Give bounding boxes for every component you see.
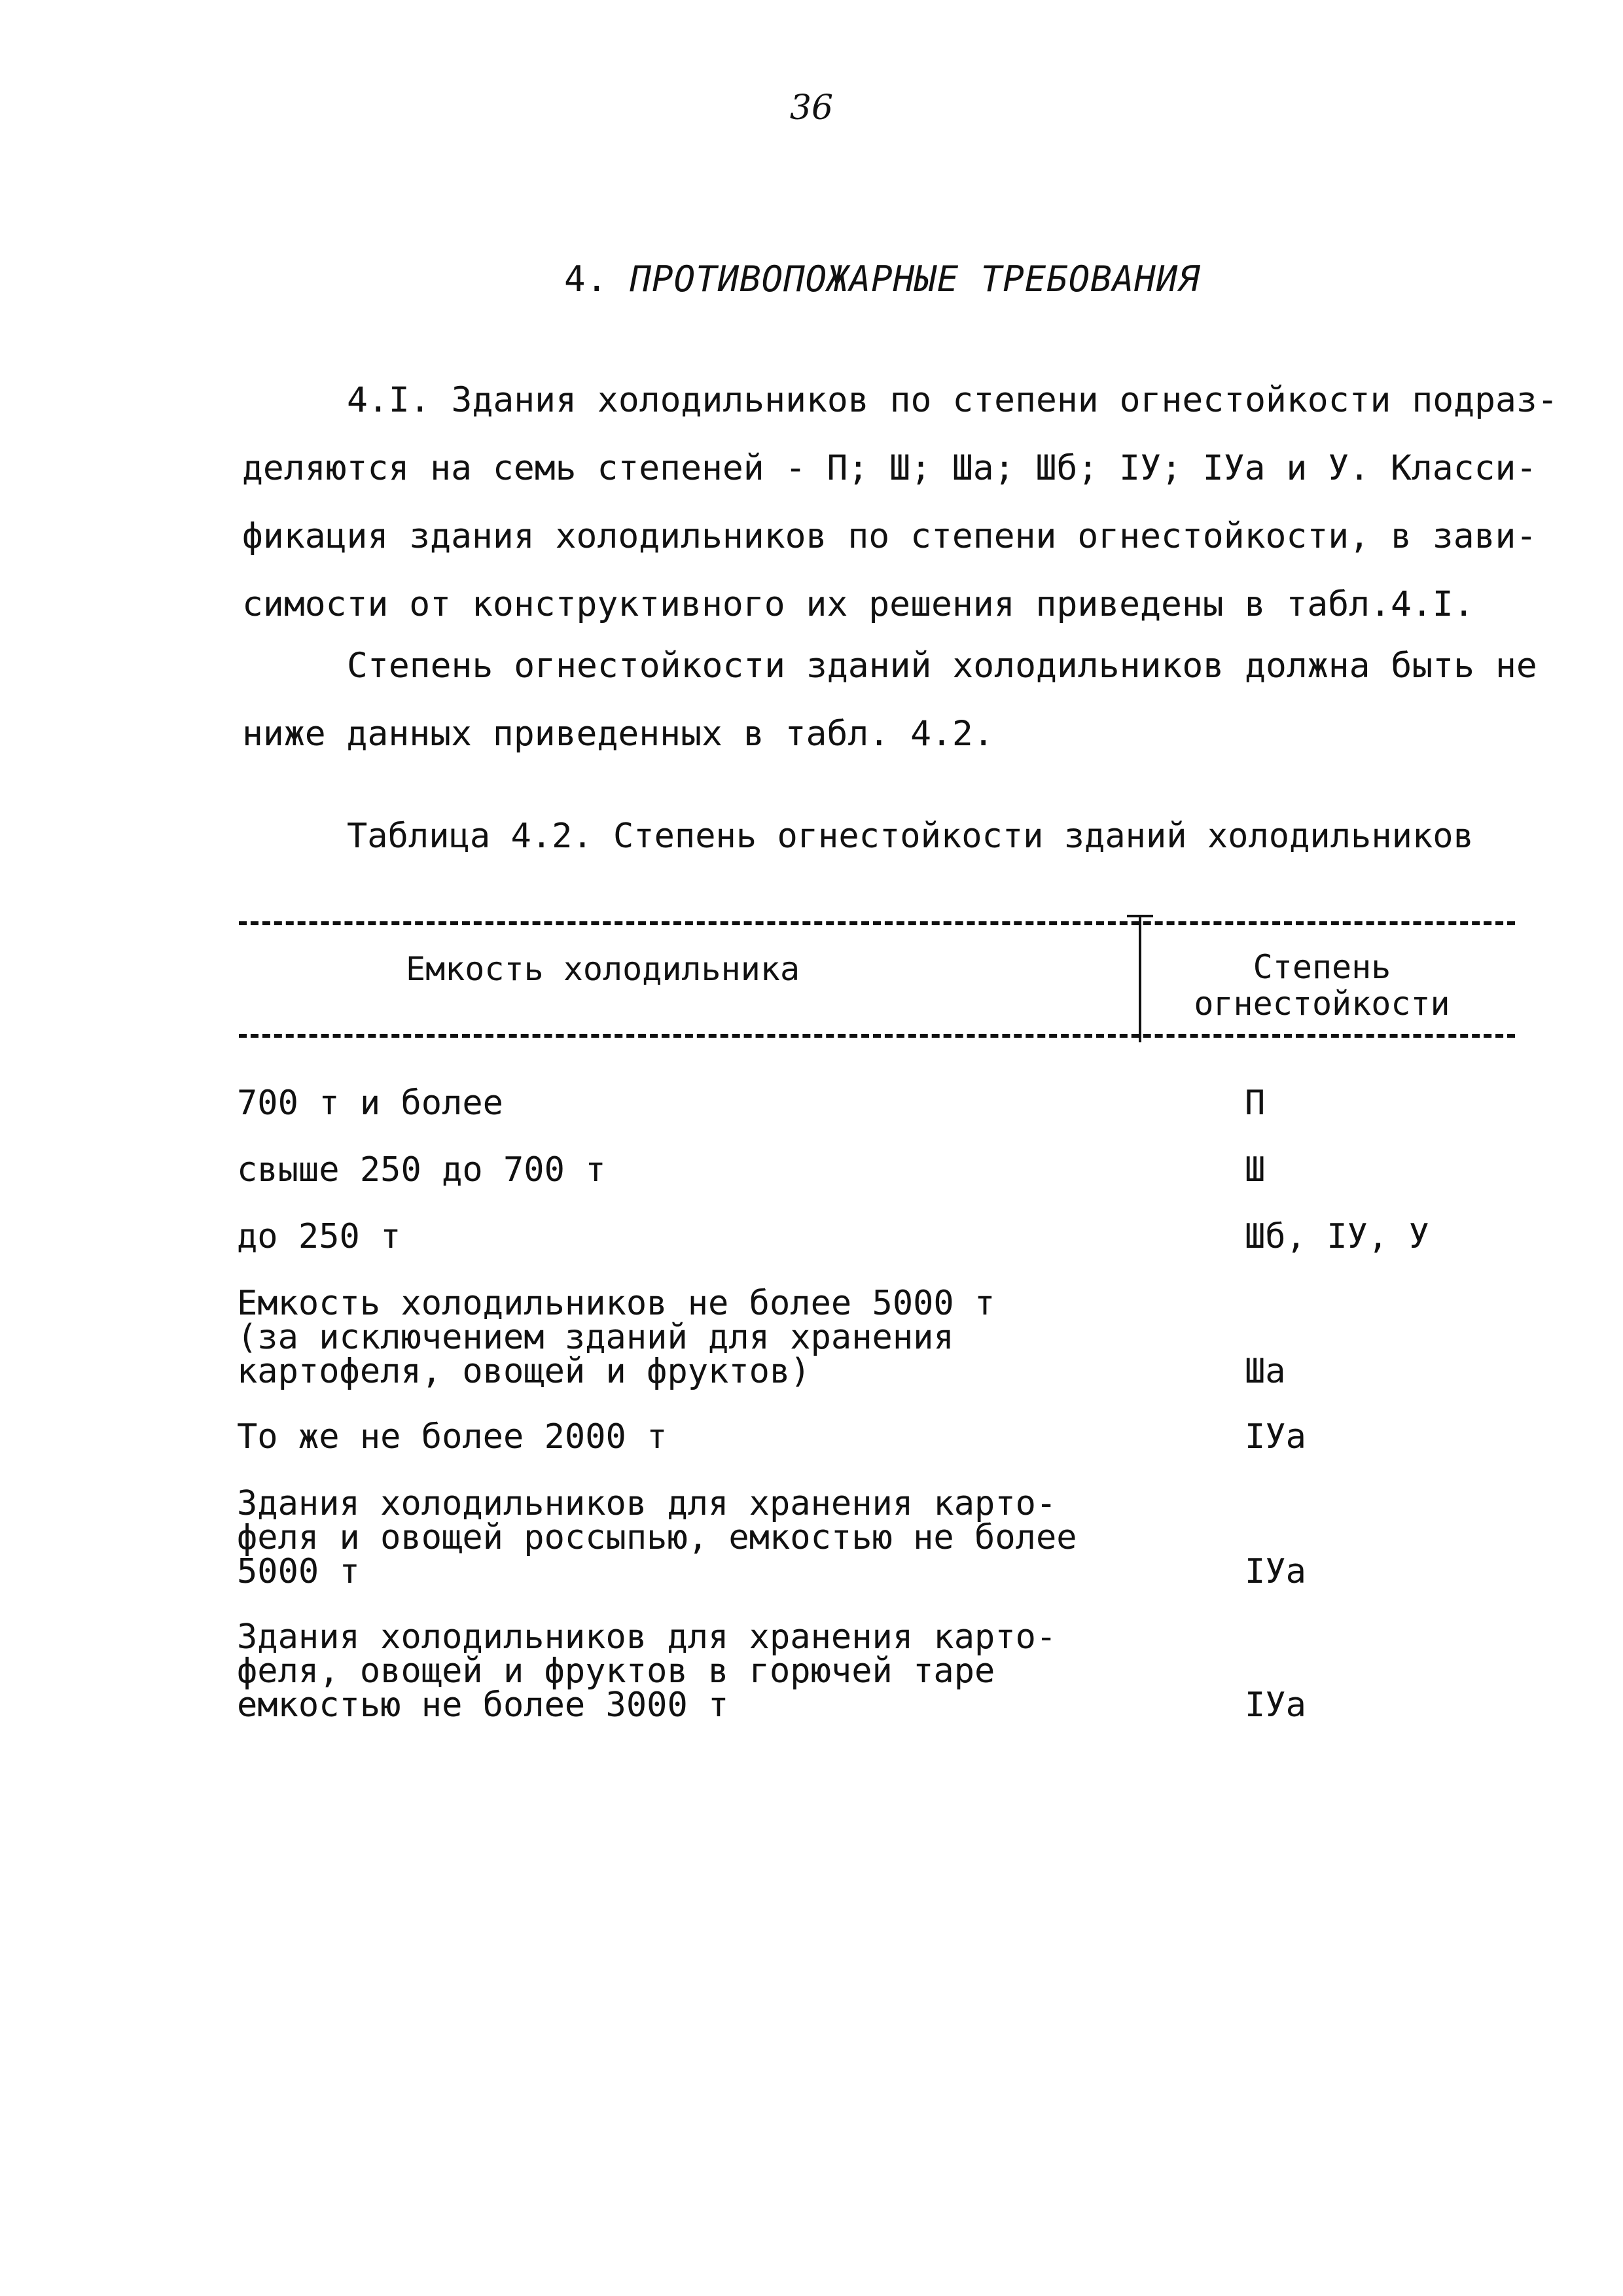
paragraph-line: Степень огнестойкости зданий холодильников должна быть не (347, 646, 1537, 686)
page-number: 36 (789, 88, 834, 128)
header-degree-line: огнестойкости (1194, 985, 1450, 1023)
section-number: 4. (564, 258, 609, 300)
paragraph-fire-resistance (242, 632, 1537, 768)
table-row-degree: Шб, IУ, У (1245, 1217, 1429, 1256)
table-row-degree: IУа (1245, 1552, 1306, 1591)
table-row-capacity: Здания холодильников для хранения карто- феля, овощей и фруктов в горючей таре емкостью не более 3000 т (237, 1617, 1057, 1725)
table-row-capacity: 700 т и более (237, 1084, 503, 1123)
section-title (564, 258, 1200, 300)
header-capacity: Емкость холодильника (406, 950, 800, 988)
table-row-capacity: Емкость холодильников не более 5000 т (за исключением зданий для хранения картофеля, овощей и фруктов) (237, 1284, 995, 1391)
table-row-degree: Ш (1245, 1150, 1266, 1190)
paragraph-4-1 (242, 366, 1558, 639)
paragraph-line: ниже данных приведенных в табл. 4.2. (242, 714, 994, 754)
table-caption: Таблица 4.2. Степень огнестойкости зданий холодильников (347, 817, 1474, 856)
header-degree (1178, 949, 1466, 1022)
table-row-degree: IУа (1245, 1686, 1306, 1725)
table-header-rule (239, 1034, 1515, 1038)
table-row-degree: Шa (1245, 1352, 1286, 1391)
table-row-capacity: То же не более 2000 т (237, 1417, 668, 1457)
column-separator (1139, 915, 1141, 1042)
table-row-capacity: свыше 250 до 700 т (237, 1150, 606, 1190)
paragraph-line: симости от конструктивного их решения приведены в табл.4.I. (242, 584, 1474, 624)
header-degree-line: Степень (1253, 948, 1391, 986)
table-row-degree: IУа (1245, 1417, 1306, 1457)
section-title-text: ПРОТИВОПОЖАРНЫЕ ТРЕБОВАНИЯ (630, 258, 1200, 300)
table-top-rule (239, 921, 1515, 925)
paragraph-line: фикация здания холодильников по степени огнестойкости, в зави- (242, 516, 1537, 556)
table-row-capacity: Здания холодильников для хранения карто- феля и овощей россыпью, емкостью не более 5000 т (237, 1484, 1077, 1591)
table-row-degree: П (1245, 1084, 1266, 1123)
paragraph-line: 4.I. Здания холодильников по степени огнестойкости подраз- (347, 380, 1558, 420)
table-row-capacity: до 250 т (237, 1217, 401, 1256)
paragraph-line: деляются на семь степеней - П; Ш; Шa; Шб; IУ; IУа и У. Класси- (242, 448, 1537, 488)
